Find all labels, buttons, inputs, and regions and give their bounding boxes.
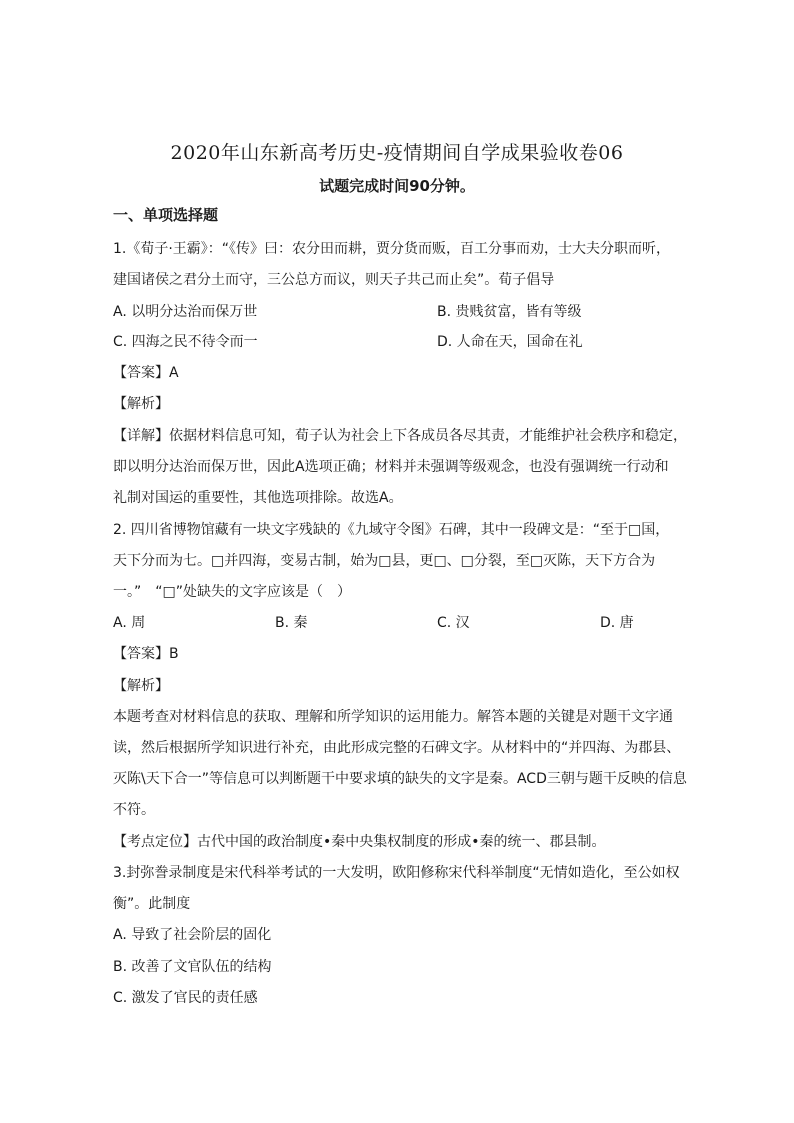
q2-analysis-line-2: 读，然后根据所学知识进行补充，由此形成完整的石碑文字。从材料中的“并四海、为郡县、: [113, 740, 681, 756]
q2-analysis-line-4: 不符。: [113, 802, 155, 818]
q1-stem-line-2: 建国诸侯之君分土而守，三公总方而议，则天子共己而止矣”。荀子倡导: [113, 272, 555, 288]
q1-detail-line-3: 礼制对国运的重要性，其他选项排除。故选A。: [113, 490, 403, 506]
q1-detail-line-1: 【详解】依据材料信息可知，荀子认为社会上下各成员各尽其责，才能维护社会秩序和稳定，: [113, 428, 687, 444]
page-subtitle: 试题完成时间90分钟。: [319, 177, 475, 195]
q2-option-d: D. 唐: [600, 615, 634, 631]
q2-stem-line-3: 一。” “□”处缺失的文字应该是（ ）: [113, 584, 351, 600]
q2-analysis-line-3: 灭陈\天下合一”等信息可以判断题干中要求填的缺失的文字是秦。ACD三朝与题干反映的信息: [113, 771, 687, 787]
q2-analysis-line-1: 本题考查对材料信息的获取、理解和所学知识的运用能力。解答本题的关键是对题干文字通: [113, 709, 673, 725]
q2-analysis-label: 【解析】: [113, 678, 169, 694]
q2-option-a: A. 周: [113, 615, 146, 631]
q1-answer: 【答案】A: [113, 365, 179, 381]
q3-stem-line-1: 3.封弥誊录制度是宋代科举考试的一大发明，欧阳修称宋代科举制度“无情如造化，至公如权: [113, 865, 680, 881]
q1-option-d: D. 人命在天，国命在礼: [437, 334, 583, 350]
q2-stem-line-1: 2. 四川省博物馆藏有一块文字残缺的《九域守令图》石碑，其中一段碑文是：“至于□国，: [113, 522, 670, 538]
q1-option-a: A. 以明分达治而保万世: [113, 304, 258, 320]
q3-option-a: A. 导致了社会阶层的固化: [113, 927, 272, 943]
q3-stem-line-2: 衡”。此制度: [113, 896, 191, 912]
q3-option-b: B. 改善了文官队伍的结构: [113, 959, 272, 975]
section-heading: 一、单项选择题: [113, 206, 219, 224]
q2-stem-line-2: 天下分而为七。□并四海，变易古制，始为□县，更□、□分裂，至□灭陈，天下方合为: [113, 553, 656, 569]
q2-kaodian: 【考点定位】古代中国的政治制度•秦中央集权制度的形成•秦的统一、郡县制。: [113, 834, 606, 850]
q1-stem-line-1: 1.《荀子·王霸》：“《传》曰：农分田而耕，贾分货而贩，百工分事而劝，士大夫分职而听，: [113, 241, 671, 257]
q1-analysis-label: 【解析】: [113, 396, 169, 412]
q2-answer: 【答案】B: [113, 646, 179, 662]
q1-option-c: C. 四海之民不待令而一: [113, 334, 258, 350]
q2-option-b: B. 秦: [275, 615, 308, 631]
q2-option-c: C. 汉: [437, 615, 470, 631]
page-title: 2020年山东新高考历史-疫情期间自学成果验收卷06: [170, 142, 624, 164]
q1-option-b: B. 贵贱贫富，皆有等级: [437, 304, 582, 320]
q3-option-c: C. 激发了官民的责任感: [113, 990, 258, 1006]
q1-detail-line-2: 即以明分达治而保万世，因此A选项正确；材料并未强调等级观念，也没有强调统一行动和: [113, 459, 669, 475]
